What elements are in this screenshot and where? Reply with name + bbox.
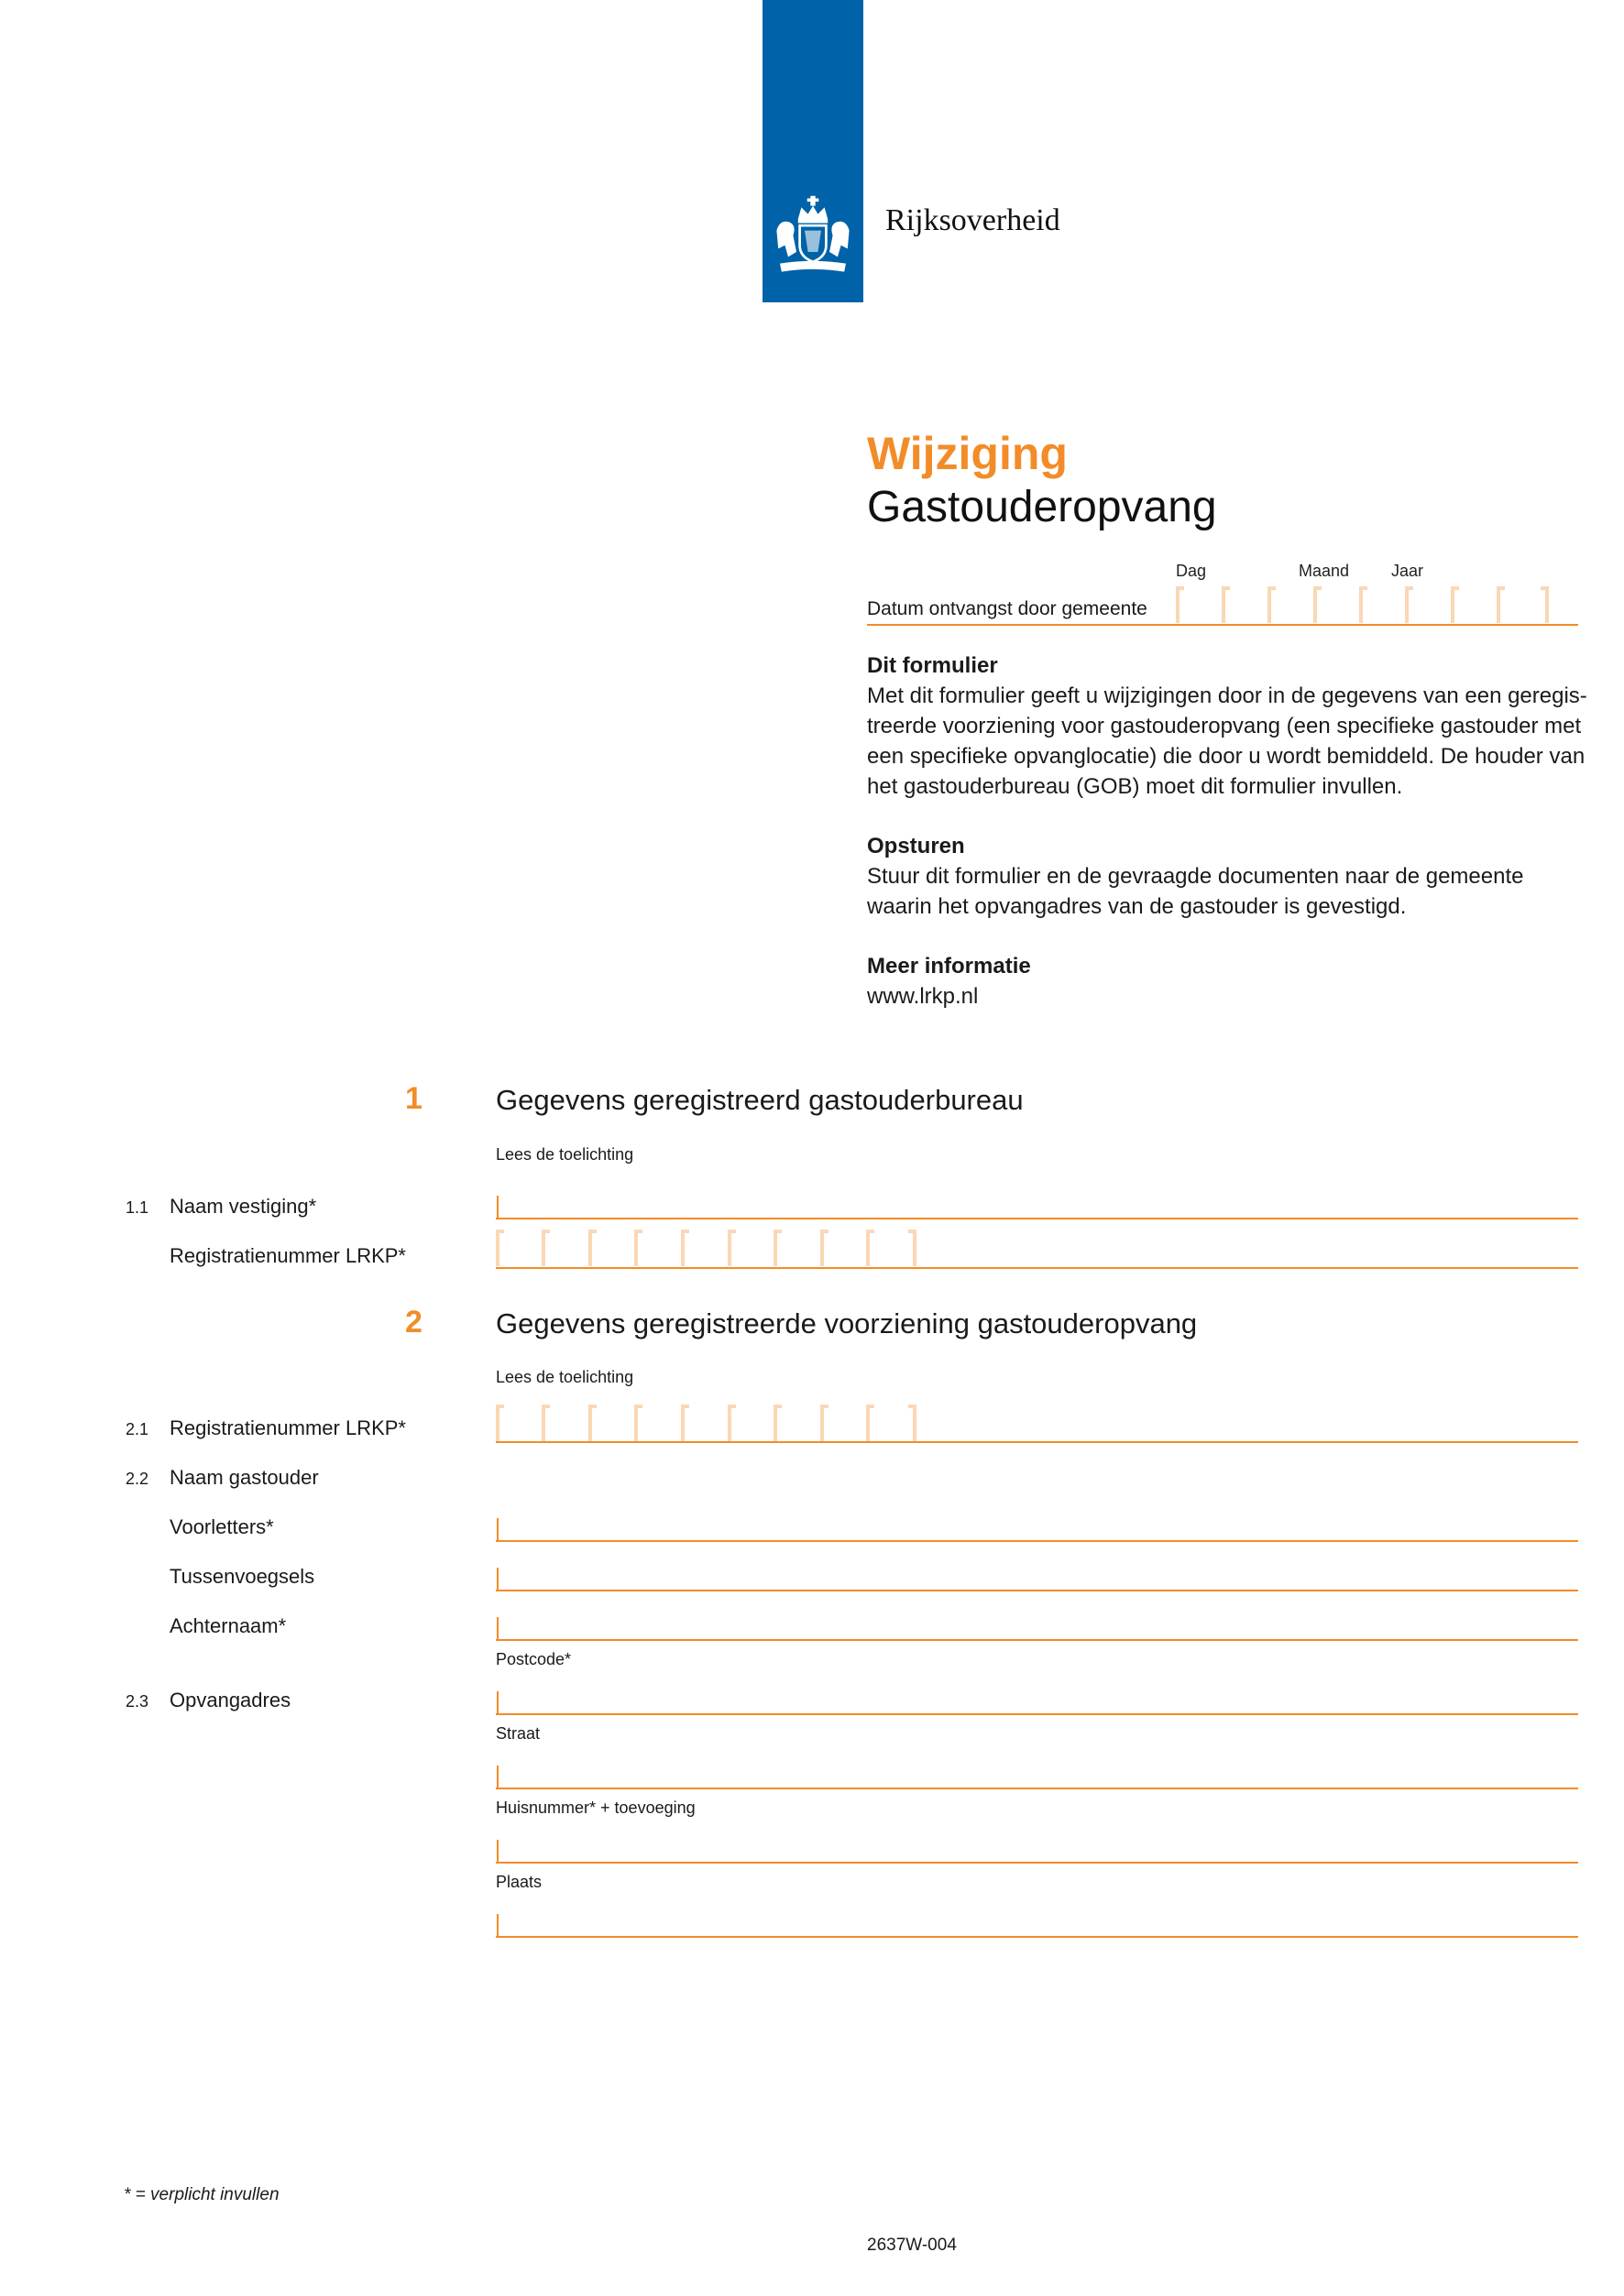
plaats-label: Plaats: [496, 1873, 543, 1891]
naam-gastouder-label: Naam gastouder: [170, 1466, 319, 1489]
registratienummer-voorziening-field[interactable]: [496, 1405, 1578, 1445]
tussenvoegsels-cursor: [497, 1568, 499, 1590]
field-number: 2.1: [126, 1420, 149, 1438]
huisnummer-cursor: [497, 1840, 499, 1862]
required-note: * = verplicht invullen: [124, 2185, 280, 2204]
voorletters-field[interactable]: [496, 1540, 1578, 1542]
date-received-underline: [867, 624, 1578, 626]
form-code: 2637W-004: [867, 2236, 957, 2255]
intro-line: waarin het opvangadres van de gastouder is gevestigd.: [867, 894, 1407, 919]
achternaam-field[interactable]: [496, 1639, 1578, 1641]
naam-vestiging-label: Naam vestiging*: [170, 1195, 317, 1218]
section-1-hint: Lees de toelichting: [496, 1145, 634, 1164]
field-number: 2.3: [126, 1692, 149, 1711]
date-received-label: Datum ontvangst door gemeente: [867, 598, 1147, 619]
straat-field[interactable]: [496, 1788, 1578, 1789]
intro-dit-formulier: [867, 651, 1591, 802]
plaats-field[interactable]: [496, 1936, 1578, 1938]
postcode-label: Postcode*: [496, 1650, 572, 1668]
intro-heading: Dit formulier: [867, 653, 998, 678]
intro-line: een specifieke opvanglocatie) die door u wordt bemiddeld. De houder van: [867, 744, 1586, 769]
intro-heading: Opsturen: [867, 834, 965, 858]
straat-cursor: [497, 1766, 499, 1788]
coat-of-arms-icon: [772, 194, 854, 277]
section-1-number: 1: [405, 1081, 422, 1116]
registratienummer-gob-label: Registratienummer LRKP*: [170, 1244, 406, 1267]
registratienummer-gob-underline: [496, 1267, 1578, 1269]
postcode-field[interactable]: [496, 1713, 1578, 1715]
intro-meer-informatie: [867, 951, 1591, 1011]
intro-line: Met dit formulier geeft u wijzigingen door in de gegevens van een geregis-: [867, 683, 1587, 708]
intro-line: Stuur dit formulier en de gevraagde documenten naar de gemeente: [867, 864, 1524, 889]
field-number: 1.1: [126, 1198, 149, 1217]
huisnummer-label: Huisnummer* + toevoeging: [496, 1799, 696, 1817]
naam-vestiging-field[interactable]: [496, 1218, 1578, 1219]
voorletters-cursor: [497, 1518, 499, 1540]
date-month-label: Maand: [1299, 562, 1350, 580]
postcode-cursor: [497, 1691, 499, 1713]
date-received-field[interactable]: [1173, 586, 1578, 627]
opvangadres-label: Opvangadres: [170, 1689, 291, 1711]
plaats-cursor: [497, 1914, 499, 1936]
intro-heading: Meer informatie: [867, 954, 1031, 979]
intro-line: het gastouderbureau (GOB) moet dit formulier invullen.: [867, 774, 1403, 799]
tussenvoegsels-label: Tussenvoegsels: [170, 1565, 315, 1588]
field-number: 2.2: [126, 1470, 149, 1488]
registratienummer-voorziening-label: Registratienummer LRKP*: [170, 1416, 406, 1439]
brand-name: Rijksoverheid: [885, 203, 1060, 237]
section-2-title: Gegevens geregistreerde voorziening gastouderopvang: [496, 1307, 1198, 1339]
intro-line: treerde voorziening voor gastouderopvang (een specifieke gastouder met: [867, 714, 1582, 738]
straat-label: Straat: [496, 1724, 541, 1743]
section-2-hint: Lees de toelichting: [496, 1368, 634, 1386]
huisnummer-field[interactable]: [496, 1862, 1578, 1864]
date-day-label: Dag: [1176, 562, 1207, 580]
voorletters-label: Voorletters*: [170, 1515, 274, 1538]
registratienummer-gob-field[interactable]: [496, 1230, 1578, 1270]
achternaam-cursor: [497, 1617, 499, 1639]
achternaam-label: Achternaam*: [170, 1614, 287, 1637]
form-title-type: Wijziging: [867, 428, 1068, 479]
form-title: Gastouderopvang: [867, 483, 1217, 531]
info-link[interactable]: www.lrkp.nl: [867, 984, 979, 1009]
intro-opsturen: [867, 831, 1591, 922]
tussenvoegsels-field[interactable]: [496, 1590, 1578, 1591]
section-1-title: Gegevens geregistreerd gastouderbureau: [496, 1084, 1024, 1116]
naam-vestiging-cursor: [497, 1196, 499, 1218]
date-year-label: Jaar: [1391, 562, 1424, 580]
registratienummer-voorziening-underline: [496, 1441, 1578, 1443]
logo-bar: [763, 0, 863, 302]
section-2-number: 2: [405, 1305, 422, 1339]
